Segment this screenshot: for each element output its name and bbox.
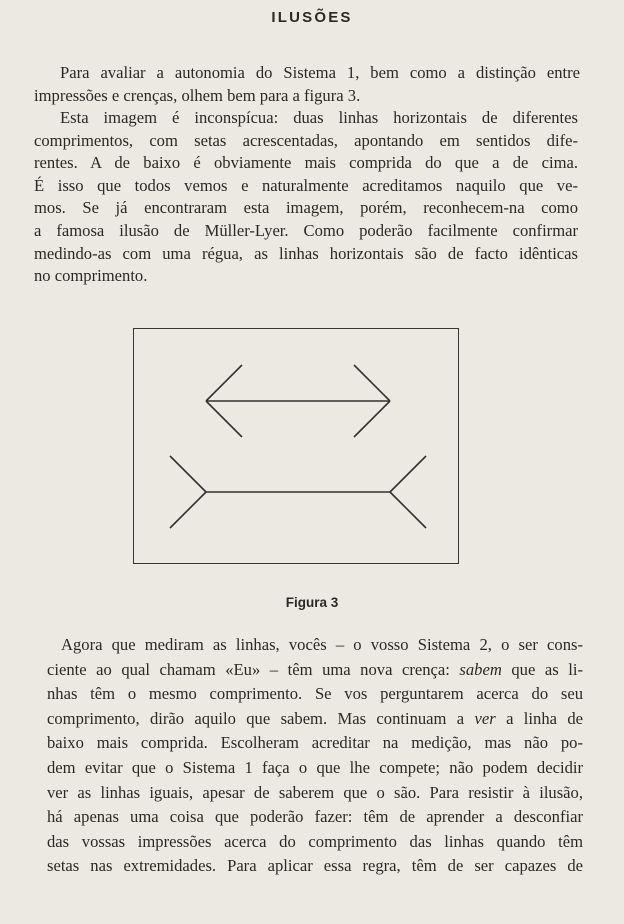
text-line [47, 682, 583, 707]
bottom-left-fin [170, 492, 206, 528]
text-line [47, 781, 583, 806]
text-run: das vossas impressões acerca do comprimento das linhas quando têm [47, 831, 583, 851]
running-head: ILUSÕES [271, 9, 353, 26]
intro-paragraph [34, 62, 580, 107]
text-line: Para avaliar a autonomia do Sistema 1, bem como a distinção entre [60, 63, 580, 82]
text-line [47, 830, 583, 855]
text-run: ver as linhas iguais, apesar de saberem que o são. Para resistir à ilusão, [47, 782, 583, 802]
text-line [47, 633, 583, 658]
text-run: baixo mais comprida. Escolheram acreditar na medição, mas não po- [47, 733, 583, 753]
text-run: comprimento, dirão aquilo que sabem. Mas continuam a [47, 708, 475, 728]
text-line: Esta imagem é inconspícua: duas linhas horizontais de diferentes [60, 108, 578, 127]
text-line: comprimentos, com setas acrescentadas, apontando em sentidos dife- [34, 130, 578, 150]
text-line: medindo-as com uma régua, as linhas horizontais são de facto idênticas [34, 243, 578, 263]
text-run: que as li- [501, 659, 583, 679]
text-run: a linha de [495, 708, 583, 728]
top-right-arrow-head [354, 365, 390, 401]
body-paragraph-1 [34, 107, 578, 288]
text-run: ciente ao qual chamam «Eu» – têm uma nova crença: [47, 659, 460, 679]
emphasis-sabem: sabem [459, 659, 502, 679]
text-line: impressões e crenças, olhem bem para a figura 3. [34, 85, 361, 105]
text-line [47, 805, 583, 830]
text-run: dem evitar que o Sistema 1 faça o que lhe compete; não podem decidir [47, 757, 583, 777]
top-right-arrow-head [354, 401, 390, 437]
body-paragraph-2 [47, 633, 583, 879]
text-line: mos. Se já encontraram esta imagem, porém, reconhecem-na como [34, 198, 578, 218]
bottom-left-fin [170, 456, 206, 492]
bottom-right-fin [390, 492, 426, 528]
text-run: nhas têm o mesmo comprimento. Se vos perguntarem acerca do seu [47, 684, 583, 704]
muller-lyer-figure [133, 328, 459, 564]
text-line [47, 854, 583, 879]
text-line: rentes. A de baixo é obviamente mais comprida do que a de cima. [34, 153, 578, 173]
text-run: Agora que mediram as linhas, vocês – o vosso Sistema 2, o ser cons- [61, 635, 583, 654]
text-line [47, 658, 583, 683]
text-run: há apenas uma coisa que poderão fazer: têm de aprender a desconfiar [47, 807, 583, 827]
text-line [47, 756, 583, 781]
figure-caption: Figura 3 [285, 595, 339, 610]
text-line: a famosa ilusão de Müller-Lyer. Como poderão facilmente confirmar [34, 220, 578, 240]
text-line [47, 731, 583, 756]
bottom-right-fin [390, 456, 426, 492]
top-left-arrow-head [206, 365, 242, 401]
emphasis-ver: ver [474, 708, 496, 728]
muller-lyer-illustration [134, 329, 460, 565]
text-run: setas nas extremidades. Para aplicar essa regra, têm de ser capazes de [47, 856, 583, 876]
text-line [47, 707, 583, 732]
text-line: É isso que todos vemos e naturalmente acreditamos naquilo que ve- [34, 175, 578, 195]
text-line: no comprimento. [34, 266, 148, 286]
top-left-arrow-head [206, 401, 242, 437]
